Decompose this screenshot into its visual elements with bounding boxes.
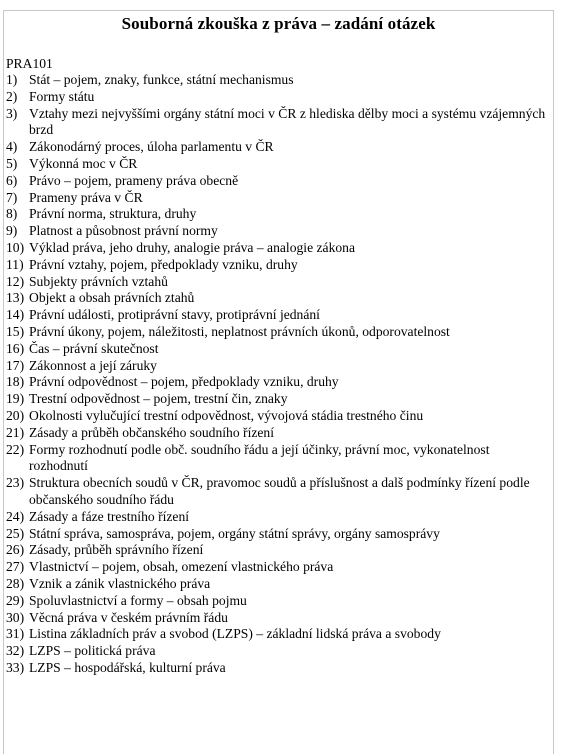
question-number: 20): [6, 407, 25, 423]
question-number: 3): [6, 105, 18, 121]
question-item: [6, 526, 546, 543]
question-text: Právní události, protiprávní stavy, protiprávní jednání: [29, 307, 320, 323]
question-number: 31): [6, 626, 25, 642]
question-item: [6, 156, 546, 173]
question-item: [6, 442, 546, 476]
question-number: 22): [6, 441, 25, 457]
question-text: Platnost a působnost právní normy: [29, 223, 218, 239]
question-text: Formy státu: [29, 88, 95, 104]
question-number: 6): [6, 172, 18, 188]
question-item: [6, 206, 546, 223]
question-number: 25): [6, 525, 25, 541]
question-item: [6, 173, 546, 190]
question-text: Výkonná moc v ČR: [29, 155, 138, 171]
question-text: Zásady a fáze trestního řízení: [29, 508, 190, 524]
question-text: Právní norma, struktura, druhy: [29, 206, 197, 222]
question-item: [6, 324, 546, 341]
question-number: 13): [6, 290, 25, 306]
question-item: [6, 139, 546, 156]
course-code: PRA101: [6, 56, 53, 71]
question-text: Věcná práva v českém právním řádu: [29, 609, 228, 625]
question-text: Výklad práva, jeho druhy, analogie práva – analogie zákona: [29, 239, 355, 255]
question-text: Trestní odpovědnost – pojem, trestní čin, znaky: [29, 391, 288, 407]
question-number: 9): [6, 223, 18, 239]
question-number: 26): [6, 542, 25, 558]
question-item: [6, 643, 546, 660]
question-item: [6, 610, 546, 627]
question-text: Právní vztahy, pojem, předpoklady vzniku, druhy: [29, 256, 298, 272]
question-item: [6, 89, 546, 106]
question-item: [6, 72, 546, 89]
question-item: [6, 391, 546, 408]
question-number: 10): [6, 239, 25, 255]
question-text: Zásady a průběh občanského soudního řízení: [29, 424, 274, 440]
question-item: [6, 475, 546, 509]
question-text: LZPS – politická práva: [29, 643, 156, 659]
question-item: [6, 626, 546, 643]
question-number: 5): [6, 155, 18, 171]
question-item: [6, 576, 546, 593]
question-number: 11): [6, 256, 24, 272]
question-text: Okolnosti vylučující trestní odpovědnost, vývojová stádia trestného činu: [29, 407, 424, 423]
question-text: LZPS – hospodářská, kulturní práva: [29, 659, 226, 675]
question-number: 28): [6, 575, 25, 591]
question-number: 8): [6, 206, 18, 222]
question-text: Listina základních práv a svobod (LZPS) – základní lidská práva a svobody: [29, 626, 441, 642]
question-number: 4): [6, 139, 18, 155]
question-number: 16): [6, 340, 25, 356]
question-text: Právo – pojem, prameny práva obecně: [29, 172, 239, 188]
question-item: [6, 190, 546, 207]
question-item: [6, 660, 546, 677]
question-item: [6, 559, 546, 576]
question-number: 33): [6, 659, 25, 675]
question-number: 19): [6, 391, 25, 407]
question-text: Státní správa, samospráva, pojem, orgány státní správy, orgány samosprávy: [29, 525, 440, 541]
question-item: [6, 509, 546, 526]
question-text: Formy rozhodnutí podle obč. soudního řádu a její účinky, právní moc, vykonatelnost rozhodnutí: [29, 441, 490, 474]
question-number: 21): [6, 424, 25, 440]
question-item: [6, 290, 546, 307]
question-number: 29): [6, 592, 25, 608]
question-item: [6, 341, 546, 358]
question-item: [6, 223, 546, 240]
question-list: [6, 72, 546, 677]
question-text: Zákonodárný proces, úloha parlamentu v ČR: [29, 139, 274, 155]
question-text: Zásady, průběh správního řízení: [29, 542, 204, 558]
question-text: Stát – pojem, znaky, funkce, státní mechanismus: [29, 72, 294, 87]
question-number: 27): [6, 559, 25, 575]
question-item: [6, 274, 546, 291]
question-number: 18): [6, 374, 25, 390]
question-number: 32): [6, 643, 25, 659]
question-item: [6, 106, 546, 140]
question-item: [6, 240, 546, 257]
question-number: 17): [6, 357, 25, 373]
question-text: Subjekty právních vztahů: [29, 273, 168, 289]
question-text: Právní úkony, pojem, náležitosti, neplatnost právních úkonů, odporovatelnost: [29, 323, 450, 339]
question-text: Zákonnost a její záruky: [29, 357, 157, 373]
question-number: 12): [6, 273, 25, 289]
question-number: 7): [6, 189, 18, 205]
question-text: Vlastnictví – pojem, obsah, omezení vlastnického práva: [29, 559, 334, 575]
question-text: Prameny práva v ČR: [29, 189, 143, 205]
question-item: [6, 408, 546, 425]
question-number: 1): [6, 72, 18, 87]
question-text: Vznik a zánik vlastnického práva: [29, 575, 211, 591]
question-text: Spoluvlastnictví a formy – obsah pojmu: [29, 592, 247, 608]
question-text: Čas – právní skutečnost: [29, 340, 159, 356]
document-page: [3, 10, 554, 754]
question-number: 2): [6, 88, 18, 104]
question-text: Struktura obecních soudů v ČR, pravomoc soudů a příslušnost a dalš podmínky řízení podle občanského soudního řádu: [29, 475, 530, 507]
question-item: [6, 257, 546, 274]
question-item: [6, 593, 546, 610]
question-item: [6, 358, 546, 375]
question-number: 30): [6, 609, 25, 625]
question-item: [6, 425, 546, 442]
question-item: [6, 374, 546, 391]
question-text: Vztahy mezi nejvyššími orgány státní moci v ČR z hlediska dělby moci a systému vzájemných brzd: [29, 105, 546, 138]
question-number: 14): [6, 307, 25, 323]
question-item: [6, 307, 546, 324]
question-text: Právní odpovědnost – pojem, předpoklady vzniku, druhy: [29, 374, 339, 390]
question-number: 24): [6, 508, 25, 524]
question-item: [6, 542, 546, 559]
question-text: Objekt a obsah právních ztahů: [29, 290, 195, 306]
question-number: 15): [6, 323, 25, 339]
question-number: 23): [6, 475, 25, 491]
document-title: Souborná zkouška z práva – zadání otázek: [121, 14, 436, 33]
